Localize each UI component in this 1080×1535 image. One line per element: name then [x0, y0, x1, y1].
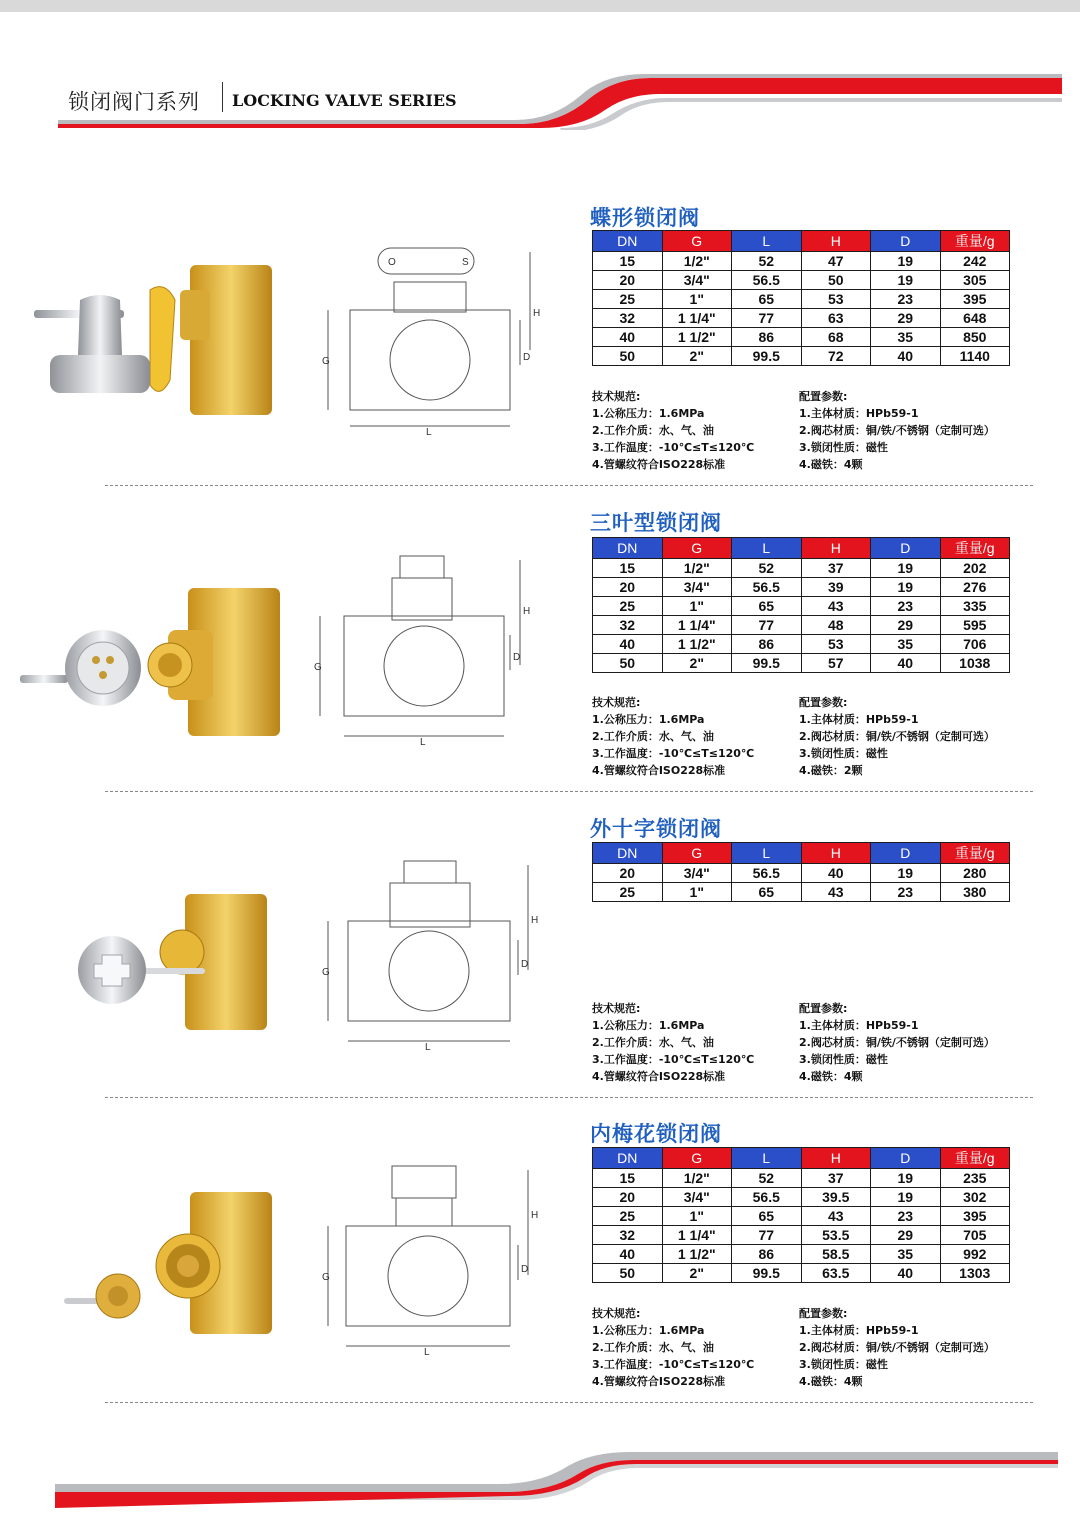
- config-line: 3.锁闭性质：磁性: [799, 441, 888, 454]
- label-l: L: [420, 737, 426, 745]
- table-row: [593, 654, 1010, 673]
- spec-table: [592, 230, 1010, 366]
- cell: 65: [732, 597, 802, 616]
- cell: 72: [801, 347, 871, 366]
- cell: 35: [871, 328, 941, 347]
- col-dn: DN: [593, 231, 663, 252]
- cell: 35: [871, 1245, 941, 1264]
- table-row: [593, 271, 1010, 290]
- config-params: [799, 694, 995, 779]
- cell: 19: [871, 1169, 941, 1188]
- cell: 56.5: [732, 271, 802, 290]
- cell: 1303: [940, 1264, 1010, 1283]
- cell: 23: [871, 1207, 941, 1226]
- section-title: 内梅花锁闭阀: [590, 1122, 722, 1146]
- cell: 53.5: [801, 1226, 871, 1245]
- cell: 99.5: [732, 654, 802, 673]
- header-title-cn: 锁闭阀门系列: [68, 90, 200, 114]
- cell: 1 1/4": [662, 1226, 732, 1245]
- tech-line: 技术规范:: [592, 1002, 641, 1015]
- tech-line: 1.公称压力：1.6MPa: [592, 1324, 705, 1337]
- tech-line: 4.管螺纹符合ISO228标准: [592, 1070, 726, 1083]
- col-dn: DN: [593, 1148, 663, 1169]
- config-line: 2.阀芯材质：铜/铁/不锈钢（定制可选）: [799, 1036, 995, 1049]
- cell: 3/4": [662, 1188, 732, 1207]
- label-l: L: [426, 427, 432, 435]
- table-header-row: [593, 231, 1010, 252]
- butterfly-valve-photo: [30, 260, 280, 420]
- label-d: D: [513, 652, 521, 663]
- cell: 276: [940, 578, 1010, 597]
- table-row: [593, 635, 1010, 654]
- tech-line: 3.工作温度：-10℃≤T≤120℃: [592, 1053, 755, 1066]
- table-row: [593, 309, 1010, 328]
- cell: 20: [593, 864, 663, 883]
- col-g: G: [662, 843, 732, 864]
- cell: 40: [871, 1264, 941, 1283]
- cell: 40: [593, 328, 663, 347]
- header-decoration: [0, 70, 1080, 130]
- tech-specs: [592, 1000, 754, 1085]
- col-weight: 重量/g: [940, 538, 1010, 559]
- cell: 1 1/2": [662, 328, 732, 347]
- col-g: G: [662, 538, 732, 559]
- tech-line: 3.工作温度：-10℃≤T≤120℃: [592, 1358, 755, 1371]
- cell: 2": [662, 1264, 732, 1283]
- config-line: 1.主体材质：HPb59-1: [799, 1019, 919, 1032]
- cell: 705: [940, 1226, 1010, 1245]
- cell: 15: [593, 252, 663, 271]
- cell: 25: [593, 1207, 663, 1226]
- label-h: H: [523, 606, 531, 617]
- config-line: 1.主体材质：HPb59-1: [799, 407, 919, 420]
- config-line: 4.磁铁：2颗: [799, 764, 863, 777]
- divider: [105, 1097, 1033, 1098]
- cell: 32: [593, 616, 663, 635]
- col-d: D: [871, 538, 941, 559]
- config-line: 3.锁闭性质：磁性: [799, 747, 888, 760]
- header-title-en: LOCKING VALVE SERIES: [232, 91, 457, 110]
- table-header-row: [593, 1148, 1010, 1169]
- cell: 56.5: [732, 578, 802, 597]
- table-row: [593, 883, 1010, 902]
- tech-line: 技术规范:: [592, 696, 641, 709]
- col-g: G: [662, 1148, 732, 1169]
- butterfly-valve-drawing: [320, 240, 545, 435]
- config-line: 4.磁铁：4颗: [799, 1375, 863, 1388]
- tech-line: 4.管螺纹符合ISO228标准: [592, 458, 726, 471]
- cell: 1 1/4": [662, 309, 732, 328]
- label-o: O: [388, 257, 396, 268]
- cell: 1140: [940, 347, 1010, 366]
- cell: 52: [732, 559, 802, 578]
- cell: 32: [593, 1226, 663, 1245]
- cell: 3/4": [662, 578, 732, 597]
- config-params: [799, 388, 995, 473]
- cell: 39.5: [801, 1188, 871, 1207]
- cell: 43: [801, 597, 871, 616]
- config-line: 1.主体材质：HPb59-1: [799, 713, 919, 726]
- cell: 40: [871, 347, 941, 366]
- config-line: 4.磁铁：4颗: [799, 1070, 863, 1083]
- cell: 1": [662, 883, 732, 902]
- cell: 37: [801, 559, 871, 578]
- col-h: H: [801, 538, 871, 559]
- spec-table: [592, 537, 1010, 673]
- label-d: D: [523, 352, 531, 363]
- config-params: [799, 1305, 995, 1390]
- table-row: [593, 864, 1010, 883]
- cell: 15: [593, 1169, 663, 1188]
- inner-plum-valve-drawing: [320, 1160, 545, 1355]
- label-g: G: [314, 662, 322, 673]
- config-line: 配置参数:: [799, 696, 848, 709]
- spec-table: [592, 1147, 1010, 1283]
- cell: 40: [871, 654, 941, 673]
- col-l: L: [732, 843, 802, 864]
- cell: 202: [940, 559, 1010, 578]
- cell: 99.5: [732, 347, 802, 366]
- table-row: [593, 1226, 1010, 1245]
- table-row: [593, 597, 1010, 616]
- cell: 23: [871, 290, 941, 309]
- cell: 1 1/4": [662, 616, 732, 635]
- cell: 77: [732, 1226, 802, 1245]
- cell: 65: [732, 883, 802, 902]
- label-h: H: [531, 915, 539, 926]
- cell: 50: [801, 271, 871, 290]
- cell: 380: [940, 883, 1010, 902]
- cell: 63.5: [801, 1264, 871, 1283]
- inner-plum-valve-photo: [60, 1188, 285, 1338]
- cell: 50: [593, 1264, 663, 1283]
- cell: 595: [940, 616, 1010, 635]
- cell: 52: [732, 252, 802, 271]
- cell: 242: [940, 252, 1010, 271]
- cell: 2": [662, 347, 732, 366]
- tech-line: 2.工作介质：水、气、油: [592, 730, 714, 743]
- cell: 25: [593, 290, 663, 309]
- section-title: 外十字锁闭阀: [590, 817, 722, 841]
- cell: 53: [801, 290, 871, 309]
- cell: 40: [593, 635, 663, 654]
- col-l: L: [732, 1148, 802, 1169]
- cell: 40: [593, 1245, 663, 1264]
- cell: 3/4": [662, 864, 732, 883]
- table-row: [593, 578, 1010, 597]
- table-row: [593, 1188, 1010, 1207]
- tech-line: 技术规范:: [592, 390, 641, 403]
- cell: 29: [871, 616, 941, 635]
- cell: 2": [662, 654, 732, 673]
- config-line: 3.锁闭性质：磁性: [799, 1053, 888, 1066]
- col-d: D: [871, 231, 941, 252]
- config-line: 配置参数:: [799, 1002, 848, 1015]
- cell: 1/2": [662, 252, 732, 271]
- cell: 235: [940, 1169, 1010, 1188]
- label-g: G: [322, 356, 330, 367]
- config-line: 1.主体材质：HPb59-1: [799, 1324, 919, 1337]
- col-d: D: [871, 843, 941, 864]
- tech-line: 2.工作介质：水、气、油: [592, 1036, 714, 1049]
- table-row: [593, 290, 1010, 309]
- cell: 19: [871, 578, 941, 597]
- config-line: 2.阀芯材质：铜/铁/不锈钢（定制可选）: [799, 424, 995, 437]
- cell: 1": [662, 1207, 732, 1226]
- cell: 19: [871, 252, 941, 271]
- col-weight: 重量/g: [940, 843, 1010, 864]
- config-line: 4.磁铁：4颗: [799, 458, 863, 471]
- cell: 52: [732, 1169, 802, 1188]
- cell: 25: [593, 883, 663, 902]
- tech-line: 技术规范:: [592, 1307, 641, 1320]
- cell: 19: [871, 559, 941, 578]
- cell: 65: [732, 290, 802, 309]
- label-g: G: [322, 1272, 330, 1283]
- cell: 1 1/2": [662, 1245, 732, 1264]
- cell: 335: [940, 597, 1010, 616]
- cell: 37: [801, 1169, 871, 1188]
- cell: 68: [801, 328, 871, 347]
- tech-specs: [592, 694, 754, 779]
- col-weight: 重量/g: [940, 1148, 1010, 1169]
- table-row: [593, 252, 1010, 271]
- cell: 50: [593, 347, 663, 366]
- config-line: 配置参数:: [799, 390, 848, 403]
- outer-cross-valve-drawing: [320, 855, 545, 1050]
- label-s: S: [462, 257, 469, 268]
- cell: 29: [871, 1226, 941, 1245]
- cell: 65: [732, 1207, 802, 1226]
- col-l: L: [732, 538, 802, 559]
- three-leaf-valve-drawing: [312, 550, 537, 745]
- cell: 63: [801, 309, 871, 328]
- cell: 48: [801, 616, 871, 635]
- tech-line: 2.工作介质：水、气、油: [592, 424, 714, 437]
- cell: 58.5: [801, 1245, 871, 1264]
- table-row: [593, 328, 1010, 347]
- config-line: 2.阀芯材质：铜/铁/不锈钢（定制可选）: [799, 730, 995, 743]
- col-l: L: [732, 231, 802, 252]
- divider: [105, 485, 1033, 486]
- cell: 99.5: [732, 1264, 802, 1283]
- cell: 395: [940, 290, 1010, 309]
- cell: 56.5: [732, 1188, 802, 1207]
- tech-line: 1.公称压力：1.6MPa: [592, 1019, 705, 1032]
- tech-line: 3.工作温度：-10℃≤T≤120℃: [592, 747, 755, 760]
- cell: 20: [593, 578, 663, 597]
- tech-line: 2.工作介质：水、气、油: [592, 1341, 714, 1354]
- cell: 1": [662, 597, 732, 616]
- cell: 47: [801, 252, 871, 271]
- col-dn: DN: [593, 843, 663, 864]
- cell: 1038: [940, 654, 1010, 673]
- label-l: L: [424, 1347, 430, 1355]
- config-params: [799, 1000, 995, 1085]
- table-row: [593, 347, 1010, 366]
- tech-line: 1.公称压力：1.6MPa: [592, 407, 705, 420]
- tech-specs: [592, 1305, 754, 1390]
- cell: 40: [801, 864, 871, 883]
- cell: 57: [801, 654, 871, 673]
- label-d: D: [521, 959, 529, 970]
- cell: 86: [732, 635, 802, 654]
- cell: 32: [593, 309, 663, 328]
- col-h: H: [801, 1148, 871, 1169]
- table-header-row: [593, 843, 1010, 864]
- table-row: [593, 616, 1010, 635]
- cell: 86: [732, 328, 802, 347]
- cell: 43: [801, 883, 871, 902]
- section-title: 三叶型锁闭阀: [590, 511, 722, 535]
- cell: 15: [593, 559, 663, 578]
- cell: 39: [801, 578, 871, 597]
- divider: [105, 1402, 1033, 1403]
- cell: 86: [732, 1245, 802, 1264]
- cell: 280: [940, 864, 1010, 883]
- label-h: H: [533, 308, 541, 319]
- cell: 50: [593, 654, 663, 673]
- label-l: L: [425, 1042, 431, 1050]
- cell: 35: [871, 635, 941, 654]
- tech-line: 4.管螺纹符合ISO228标准: [592, 764, 726, 777]
- config-line: 2.阀芯材质：铜/铁/不锈钢（定制可选）: [799, 1341, 995, 1354]
- cell: 23: [871, 597, 941, 616]
- col-g: G: [662, 231, 732, 252]
- config-line: 配置参数:: [799, 1307, 848, 1320]
- col-h: H: [801, 231, 871, 252]
- table-row: [593, 1169, 1010, 1188]
- cell: 850: [940, 328, 1010, 347]
- table-header-row: [593, 538, 1010, 559]
- label-g: G: [322, 967, 330, 978]
- cell: 19: [871, 271, 941, 290]
- cell: 53: [801, 635, 871, 654]
- section-title: 蝶形锁闭阀: [590, 206, 700, 230]
- table-row: [593, 1207, 1010, 1226]
- cell: 19: [871, 864, 941, 883]
- cell: 305: [940, 271, 1010, 290]
- cell: 77: [732, 616, 802, 635]
- tech-line: 3.工作温度：-10℃≤T≤120℃: [592, 441, 755, 454]
- tech-line: 4.管螺纹符合ISO228标准: [592, 1375, 726, 1388]
- three-leaf-valve-photo: [18, 580, 288, 740]
- cell: 29: [871, 309, 941, 328]
- tech-specs: [592, 388, 754, 473]
- cell: 1 1/2": [662, 635, 732, 654]
- outer-cross-valve-photo: [70, 890, 280, 1035]
- cell: 19: [871, 1188, 941, 1207]
- col-h: H: [801, 843, 871, 864]
- label-d: D: [521, 1264, 529, 1275]
- table-row: [593, 1245, 1010, 1264]
- cell: 3/4": [662, 271, 732, 290]
- cell: 648: [940, 309, 1010, 328]
- tech-line: 1.公称压力：1.6MPa: [592, 713, 705, 726]
- cell: 77: [732, 309, 802, 328]
- col-weight: 重量/g: [940, 231, 1010, 252]
- col-d: D: [871, 1148, 941, 1169]
- table-row: [593, 1264, 1010, 1283]
- cell: 25: [593, 597, 663, 616]
- config-line: 3.锁闭性质：磁性: [799, 1358, 888, 1371]
- divider: [105, 791, 1033, 792]
- cell: 1/2": [662, 1169, 732, 1188]
- cell: 23: [871, 883, 941, 902]
- cell: 1/2": [662, 559, 732, 578]
- cell: 56.5: [732, 864, 802, 883]
- cell: 302: [940, 1188, 1010, 1207]
- table-row: [593, 559, 1010, 578]
- col-dn: DN: [593, 538, 663, 559]
- cell: 395: [940, 1207, 1010, 1226]
- cell: 20: [593, 271, 663, 290]
- footer-decoration: [0, 1448, 1080, 1510]
- cell: 992: [940, 1245, 1010, 1264]
- cell: 706: [940, 635, 1010, 654]
- cell: 1": [662, 290, 732, 309]
- label-h: H: [531, 1210, 539, 1221]
- cell: 43: [801, 1207, 871, 1226]
- top-gray-bar: [0, 0, 1080, 12]
- spec-table: [592, 842, 1010, 902]
- cell: 20: [593, 1188, 663, 1207]
